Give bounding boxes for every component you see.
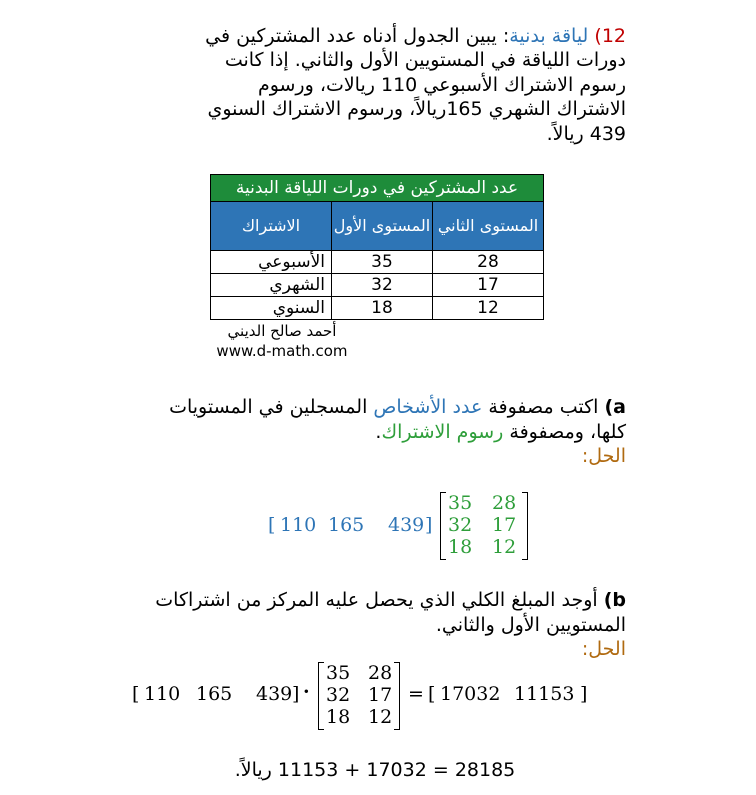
part-a-block xyxy=(26,395,626,469)
equals-sign: = xyxy=(408,683,424,705)
question-line-3: رسوم الاشتراك الأسبوعي 110 ريالات، ورسوم xyxy=(257,73,626,96)
matrix-bracket-close: ] xyxy=(580,683,588,705)
matrix-col-1 xyxy=(326,662,350,728)
matrix-bracket-close: ] xyxy=(425,514,433,536)
part-b-fees-row xyxy=(132,683,302,709)
question-block xyxy=(26,24,626,49)
part-a-text: اكتب مصفوفة xyxy=(488,396,599,418)
part-a-period: . xyxy=(375,420,382,443)
matrix-cell: 18 xyxy=(326,706,351,728)
table-title: عدد المشتركين في دورات اللياقة البدنية xyxy=(211,175,544,202)
question-line-1 xyxy=(26,24,626,49)
subscribers-table xyxy=(210,174,544,320)
question-line-2: دورات اللياقة في المستويين الأول والثاني. إذا كانت xyxy=(224,49,626,71)
table-row-label: الأسبوعي xyxy=(211,251,332,274)
table-row xyxy=(211,297,544,320)
matrix-cell: 32 xyxy=(448,514,473,536)
matrix-bracket-open: [ xyxy=(268,514,276,536)
matrix-bracket-close: ] xyxy=(292,683,300,705)
matrix-bracket-open xyxy=(318,662,324,730)
table-cell: 12 xyxy=(433,297,544,320)
matrix-col-2 xyxy=(368,662,392,728)
matrix-bracket-open: [ xyxy=(132,683,140,705)
question-line-4: الاشتراك الشهري 165ريالاً، ورسوم الاشتراك السنوي xyxy=(207,98,626,120)
table-cell: 17 xyxy=(433,274,544,297)
matrix-cell: 28 xyxy=(492,492,517,514)
part-a-text: المسجلين في المستويات xyxy=(169,396,368,418)
matrix-cell: 110 xyxy=(280,514,317,536)
matrix-cell: 165 xyxy=(196,683,233,705)
matrix-bracket-open xyxy=(440,492,446,560)
table-cell: 35 xyxy=(332,251,433,274)
matrix-cell: 32 xyxy=(326,684,351,706)
matrix-col-2 xyxy=(492,492,516,558)
table-header-cell: المستوى الثاني xyxy=(433,202,544,251)
matrix-bracket-close xyxy=(522,492,528,560)
part-a-solution-label: الحل: xyxy=(581,445,626,467)
question-topic: لياقة بدنية xyxy=(509,25,589,47)
table-cell: 28 xyxy=(433,251,544,274)
part-a-highlight-people: عدد الأشخاص xyxy=(373,396,483,418)
part-a-highlight-fees: رسوم الاشتراك xyxy=(381,420,504,443)
matrix-cell: 17032 xyxy=(440,683,501,705)
part-b-text: أوجد المبلغ الكلي الذي يحصل عليه المركز من اشتراكات xyxy=(155,589,598,611)
part-b-letter: b) xyxy=(603,589,626,611)
matrix-col-1 xyxy=(448,492,472,558)
people-matrix xyxy=(440,492,528,562)
table-row-label: السنوي xyxy=(211,297,332,320)
matrix-cell: 35 xyxy=(448,492,473,514)
matrix-bracket-close xyxy=(394,662,400,730)
matrix-cell: 12 xyxy=(492,536,517,558)
matrix-cell: 17 xyxy=(368,684,393,706)
part-b-solution-label: الحل: xyxy=(581,638,626,660)
matrix-cell: 35 xyxy=(326,662,351,684)
part-a-line-2 xyxy=(26,420,626,445)
matrix-cell: 28 xyxy=(368,662,393,684)
author-name: أحمد صالح الديني xyxy=(227,322,337,340)
question-number: 12) xyxy=(594,25,626,47)
matrix-bracket-open: [ xyxy=(428,683,436,705)
part-b-line-1 xyxy=(6,588,626,613)
part-b-line-2: المستويين الأول والثاني. xyxy=(435,613,626,636)
part-a-line-1 xyxy=(26,395,626,420)
table-cell: 32 xyxy=(332,274,433,297)
part-b-people-matrix xyxy=(318,662,400,732)
matrix-cell: 439 xyxy=(256,683,293,705)
matrix-cell: 18 xyxy=(448,536,473,558)
topic-colon: : xyxy=(502,25,510,47)
table-header-cell: الاشتراك xyxy=(211,202,332,251)
fees-row-matrix xyxy=(268,514,438,540)
author-website: www.d-math.com xyxy=(216,342,348,360)
table-header-cell: المستوى الأول xyxy=(332,202,433,251)
part-a-text: كلها، ومصفوفة xyxy=(509,420,626,443)
matrix-cell: 165 xyxy=(328,514,365,536)
table-title-row xyxy=(211,175,544,202)
result-row-matrix xyxy=(428,683,598,709)
table-cell: 18 xyxy=(332,297,433,320)
matrix-cell: 110 xyxy=(144,683,181,705)
total-line: 28185 = 17032 + 11153 ريالاً. xyxy=(234,759,516,781)
table-row xyxy=(211,251,544,274)
matrix-cell: 12 xyxy=(368,706,393,728)
question-line-5: 439 ريالاً. xyxy=(546,122,626,145)
matrix-cell: 11153 xyxy=(514,683,575,705)
table-row-label: الشهري xyxy=(211,274,332,297)
dot-operator: · xyxy=(303,681,310,703)
question-continuation xyxy=(26,48,626,146)
table-row xyxy=(211,274,544,297)
part-b-block xyxy=(6,588,626,662)
table-header-row xyxy=(211,202,544,251)
author-credit xyxy=(212,322,352,360)
matrix-cell: 17 xyxy=(492,514,517,536)
matrix-cell: 439 xyxy=(388,514,425,536)
part-a-letter: a) xyxy=(604,396,626,418)
question-text: يبين الجدول أدناه عدد المشتركين في xyxy=(205,25,497,47)
